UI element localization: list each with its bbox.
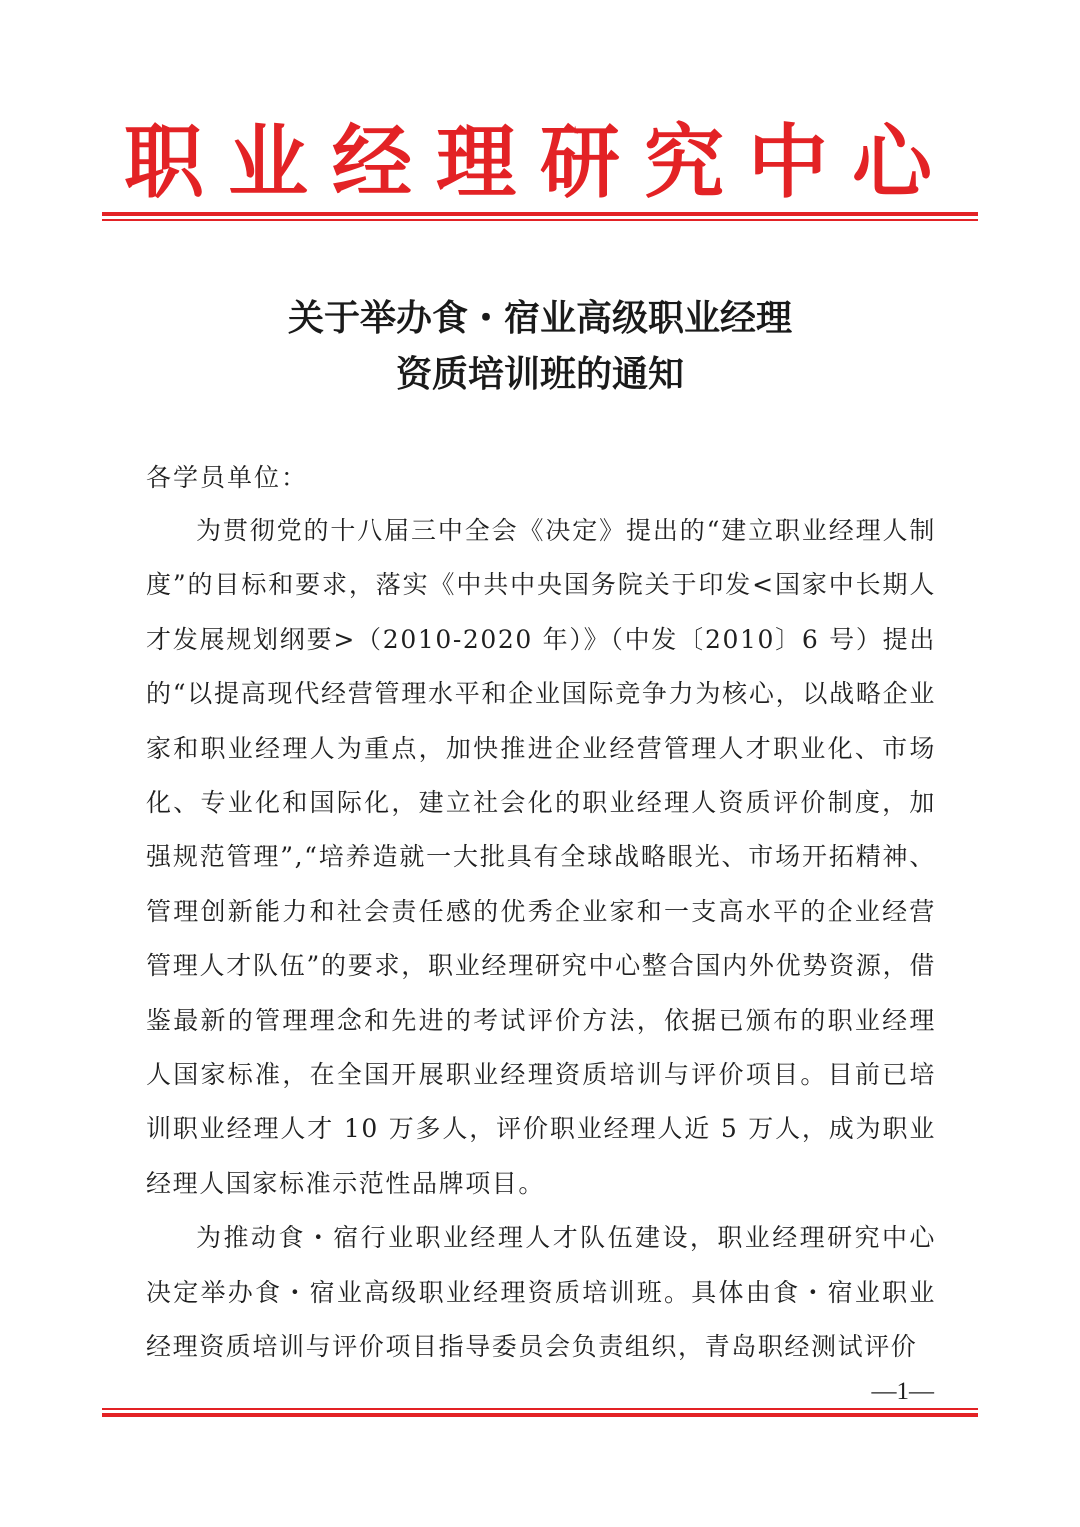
footer-rule-thin (102, 1408, 978, 1410)
body-paragraph-1: 为贯彻党的十八届三中全会《决定》提出的“建立职业经理人制度”的目标和要求，落实《中共中央国务院关于印发<国家中长期人才发展规划纲要>（2010-2020 年）》（中发〔2010〕6 号）提出的“以提高现代经营管理水平和企业国际竞争力为核心，以战略企业家和职业经理人为重点，加快推进企业经营管理人才职业化、市场化、专业化和国际化，建立社会化的职业经理人资质评价制度，加强规范管理”,“培养造就一大批具有全球战略眼光、市场开拓精神、管理创新能力和社会责任感的优秀企业家和一支高水平的企业经营管理人才队伍”的要求，职业经理研究中心整合国内外优势资源，借鉴最新的管理理念和先进的考试评价方法，依据已颁布的职业经理人国家标准，在全国开展职业经理资质培训与评价项目。目前已培训职业经理人才 10 万多人，评价职业经理人近 5 万人，成为职业经理人国家标准示范性品牌项目。 (146, 516, 936, 1198)
notice-title-line2: 资质培训班的通知 (395, 353, 684, 395)
page-number: —1— (871, 1378, 934, 1405)
organization-header: 职业经理研究中心 (124, 115, 956, 209)
body-paragraph-2: 为推动食・宿行业职业经理人才队伍建设，职业经理研究中心决定举办食・宿业高级职业经理资质培训班。具体由食・宿业职业经理资质培训与评价项目指导委员会负责组织，青岛职经测试评价 (146, 1223, 936, 1362)
header-rule-thick (102, 212, 978, 216)
header-rule-thin (102, 219, 978, 221)
notice-body (146, 504, 936, 1375)
notice-title-line1: 关于举办食・宿业高级职业经理 (287, 297, 792, 339)
salutation: 各学员单位： (146, 463, 309, 492)
footer-rule-thick (102, 1413, 978, 1417)
